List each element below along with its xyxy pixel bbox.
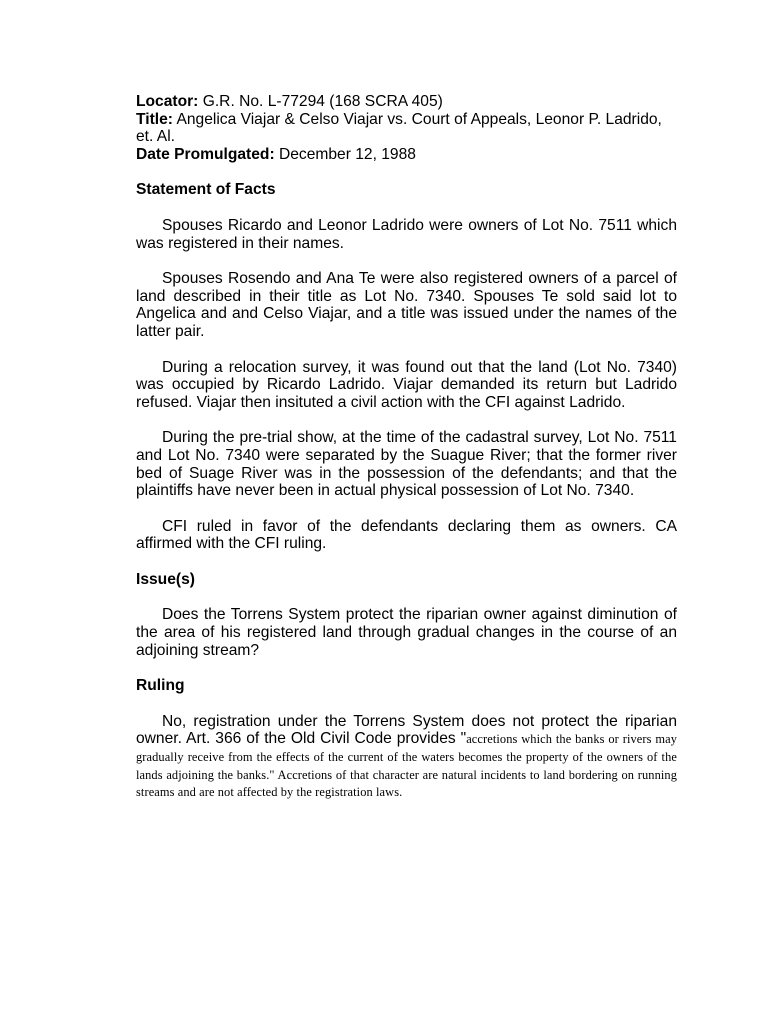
locator-label: Locator: [136,93,199,110]
title-value: Angelica Viajar & Celso Viajar vs. Court of Appeals, Leonor P. Ladrido, et. Al. [136,110,662,146]
locator-line [136,93,677,111]
facts-paragraph: During the pre-trial show, at the time of the cadastral survey, Lot No. 7511 and Lot No. 7340 were separated by the Suague River; that the former river bed of Suage River was in the possession of the defendants; and that the plaintiffs have never been in actual physical possession of Lot No. 7340. [136,429,677,500]
locator-value: G.R. No. L-77294 (168 SCRA 405) [202,93,443,110]
issues-heading: Issue(s) [136,570,195,588]
ruling-paragraph [136,713,677,801]
facts-paragraph: CFI ruled in favor of the defendants declaring them as owners. CA affirmed with the CFI ruling. [136,517,677,553]
title-line [136,111,677,146]
title-label: Title: [136,110,173,128]
facts-heading: Statement of Facts [136,181,276,199]
date-line [136,146,677,164]
ruling-intro-text: No, registration under the Torrens System does not protect the riparian owner. Art. 366 of the Old Civil Code provides " [136,712,677,748]
date-value: December 12, 1988 [278,145,416,163]
facts-paragraph: Spouses Ricardo and Leonor Ladrido were owners of Lot No. 7511 which was registered in their names. [136,216,677,252]
document-page [136,93,677,801]
date-label: Date Promulgated: [136,145,275,163]
ruling-heading: Ruling [136,677,185,695]
facts-paragraph: During a relocation survey, it was found out that the land (Lot No. 7340) was occupied by Ricardo Ladrido. Viajar demanded its return but Ladrido refused. Viajar then insituted a civil action with the CFI against Ladrido. [136,358,677,411]
ruling-quote-text: accretions which the banks or rivers may gradually receive from the effects of the current of the waters becomes the property of the owners of the lands adjoining the banks." Accretions of that character are natural incidents to land bordering on running streams and are not affected by the registration laws. [136,732,677,800]
facts-paragraph: Spouses Rosendo and Ana Te were also registered owners of a parcel of land described in their title as Lot No. 7340. Spouses Te sold said lot to Angelica and and Celso Viajar, and a title was issued under the names of the latter pair. [136,270,677,340]
issues-paragraph: Does the Torrens System protect the riparian owner against diminution of the area of his registered land through gradual changes in the course of an adjoining stream? [136,606,677,659]
